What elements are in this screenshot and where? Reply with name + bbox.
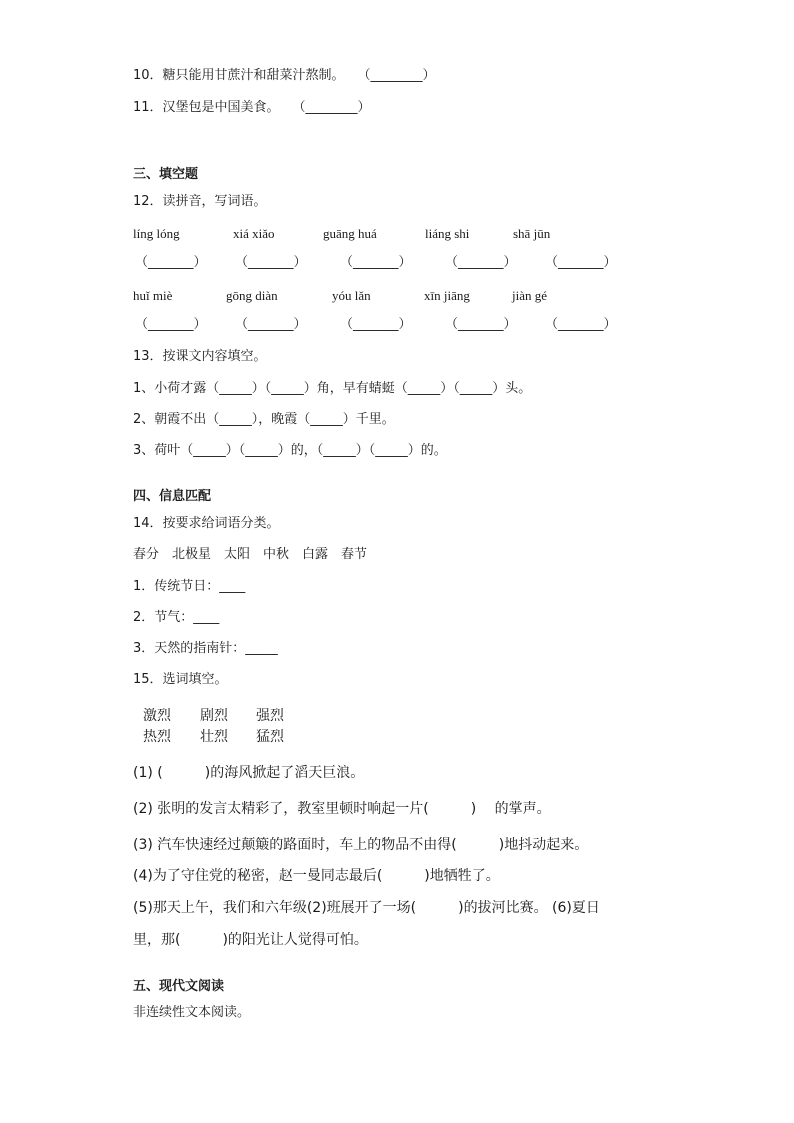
answer-blank[interactable]: （_______） bbox=[445, 255, 517, 270]
answer-blank[interactable]: （_______） bbox=[235, 317, 307, 332]
question-13-item-2: 2、朝霞不出（_____），晚霞（_____）千里。 bbox=[133, 412, 395, 427]
word-option: 猛烈 bbox=[256, 729, 284, 745]
section-3-title: 三、填空题 bbox=[133, 167, 199, 182]
answer-blank[interactable]: （_______） bbox=[235, 255, 307, 270]
section-5-intro: 非连续性文本阅读。 bbox=[133, 1005, 251, 1020]
section-4-title: 四、信息匹配 bbox=[133, 489, 212, 504]
pinyin-item: gōng diàn bbox=[226, 288, 278, 303]
answer-blank[interactable]: （_______） bbox=[135, 255, 207, 270]
question-14-item-3: 3．天然的指南针：_____ bbox=[133, 641, 278, 656]
pinyin-item: jiàn gé bbox=[512, 288, 548, 303]
pinyin-item: líng lóng bbox=[133, 226, 180, 241]
question-13-item-1: 1、小荷才露（_____）（_____）角，早有蜻蜓（_____）（_____）头。 bbox=[133, 381, 532, 396]
pinyin-item: liáng shi bbox=[425, 226, 470, 241]
pinyin-item: yóu lǎn bbox=[332, 288, 371, 303]
pinyin-item: xīn jiāng bbox=[424, 288, 470, 303]
answer-blank[interactable]: （_______） bbox=[545, 255, 617, 270]
answer-blank[interactable]: （_______） bbox=[340, 255, 412, 270]
question-15-item-5: (5)那天上午，我们和六年级(2)班展开了一场( )的拔河比赛。 (6)夏日 bbox=[133, 900, 600, 916]
question-14: 14．按要求给词语分类。 bbox=[133, 516, 280, 531]
question-12: 12．读拼音，写词语。 bbox=[133, 194, 267, 209]
question-10: 10．糖只能用甘蔗汁和甜菜汁熬制。 （________） bbox=[133, 68, 436, 83]
question-14-item-1: 1．传统节日：____ bbox=[133, 579, 246, 594]
answer-blank[interactable]: （_______） bbox=[445, 317, 517, 332]
word-option: 剧烈 bbox=[200, 708, 228, 724]
word-option: 壮烈 bbox=[200, 729, 228, 745]
answer-blank[interactable]: （_______） bbox=[340, 317, 412, 332]
answer-blank[interactable]: （_______） bbox=[135, 317, 207, 332]
word-option: 激烈 bbox=[143, 708, 171, 724]
question-11: 11．汉堡包是中国美食。 （________） bbox=[133, 100, 371, 115]
question-15-item-3: (3) 汽车快速经过颠簸的路面时，车上的物品不由得( )地抖动起来。 bbox=[133, 837, 589, 853]
question-13-item-3: 3、荷叶（_____）（_____）的，（_____）（_____）的。 bbox=[133, 443, 447, 458]
pinyin-item: shā jūn bbox=[513, 226, 551, 241]
question-15: 15．选词填空。 bbox=[133, 672, 228, 687]
pinyin-item: huǐ miè bbox=[133, 288, 173, 303]
question-14-words: 春分 北极星 太阳 中秋 白露 春节 bbox=[133, 547, 368, 562]
word-option: 热烈 bbox=[143, 729, 171, 745]
question-15-item-6: 里，那( )的阳光让人觉得可怕。 bbox=[133, 932, 368, 948]
section-5-title: 五、现代文阅读 bbox=[133, 979, 225, 994]
question-13: 13．按课文内容填空。 bbox=[133, 349, 267, 364]
question-15-item-4: (4)为了守住党的秘密，赵一曼同志最后( )地牺牲了。 bbox=[133, 868, 500, 884]
question-15-item-1: (1) ( )的海风掀起了滔天巨浪。 bbox=[133, 765, 365, 781]
answer-blank[interactable]: （_______） bbox=[545, 317, 617, 332]
question-14-item-2: 2．节气：____ bbox=[133, 610, 220, 625]
pinyin-item: xiá xiǎo bbox=[233, 226, 275, 241]
question-15-item-2: (2) 张明的发言太精彩了，教室里顿时响起一片( ) 的掌声。 bbox=[133, 801, 551, 817]
word-option: 强烈 bbox=[256, 708, 284, 724]
pinyin-item: guāng huá bbox=[323, 226, 377, 241]
